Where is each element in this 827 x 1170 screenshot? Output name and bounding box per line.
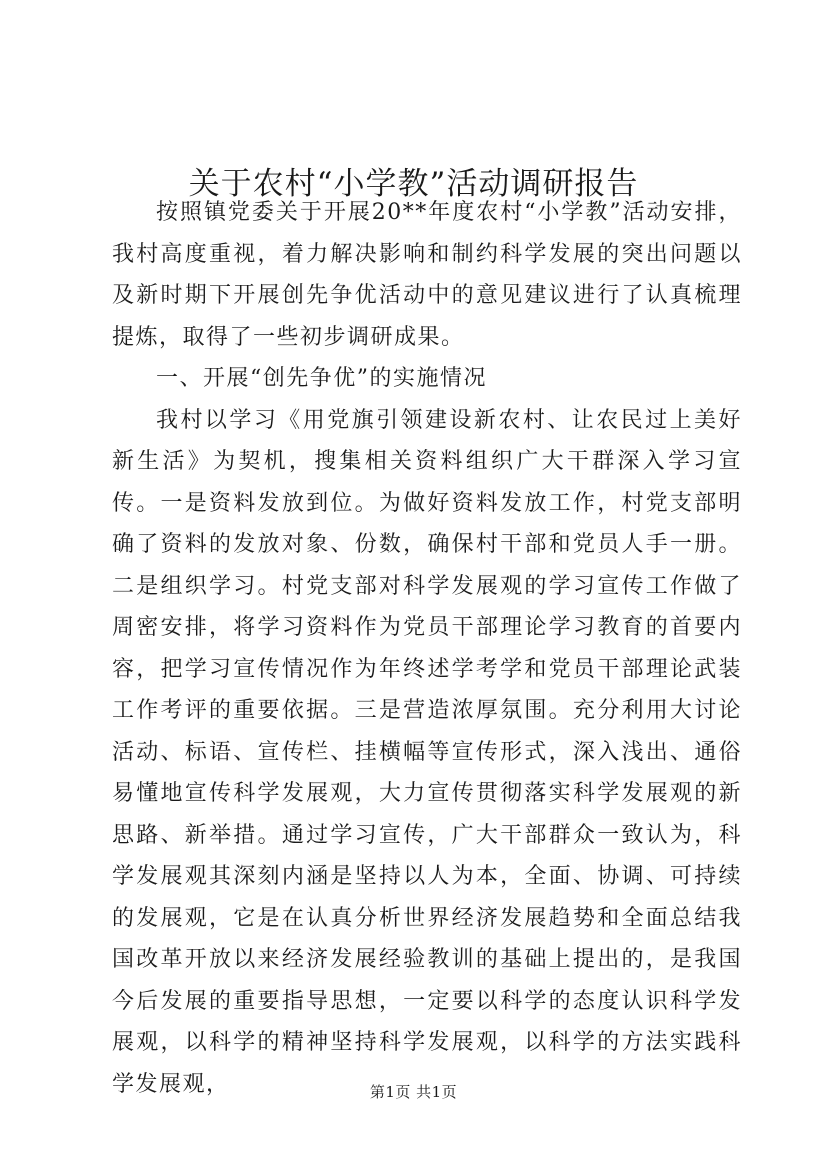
- document-title: 关于农村“小学教”活动调研报告: [188, 165, 639, 202]
- document-body: [112, 192, 742, 1105]
- section-heading: 一、开展“创先争优”的实施情况: [156, 366, 487, 391]
- page-number-footer: 第1页 共1页: [369, 1083, 458, 1101]
- body-paragraph: 我村以学习《用党旗引领建设新农村、让农民过上美好新生活》为契机，搜集相关资料组织广大干群深入学习宣传。一是资料发放到位。为做好资料发放工作，村党支部明确了资料的发放对象、份数，确保村干部和党员人手一册。二是组织学习。村党支部对科学发展观的学习宣传工作做了周密安排，将学习资料作为党员干部理论学习教育的首要内容，把学习宣传情况作为年终述学考学和党员干部理论武装工作考评的重要依据。三是营造浓厚氛围。充分利用大讨论活动、标语、宣传栏、挂横幅等宣传形式，深入浅出、通俗易懂地宣传科学发展观，大力宣传贯彻落实科学发展观的新思路、新举措。通过学习宣传，广大干部群众一致认为，科学发展观其深刻内涵是坚持以人为本，全面、协调、可持续的发展观，它是在认真分析世界经济发展趋势和全面总结我国改革开放以来经济发展经验教训的基础上提出的，是我国今后发展的重要指导思想，一定要以科学的态度认识科学发展观，以科学的精神坚持科学发展观，以科学的方法实践科学发展观，: [112, 407, 742, 1097]
- intro-paragraph: 按照镇党委关于开展20**年度农村“小学教”活动安排，我村高度重视，着力解决影响和制约科学发展的突出问题以及新时期下开展创先争优活动中的意见建议进行了认真梳理提炼，取得了一些初步调研成果。: [112, 200, 742, 350]
